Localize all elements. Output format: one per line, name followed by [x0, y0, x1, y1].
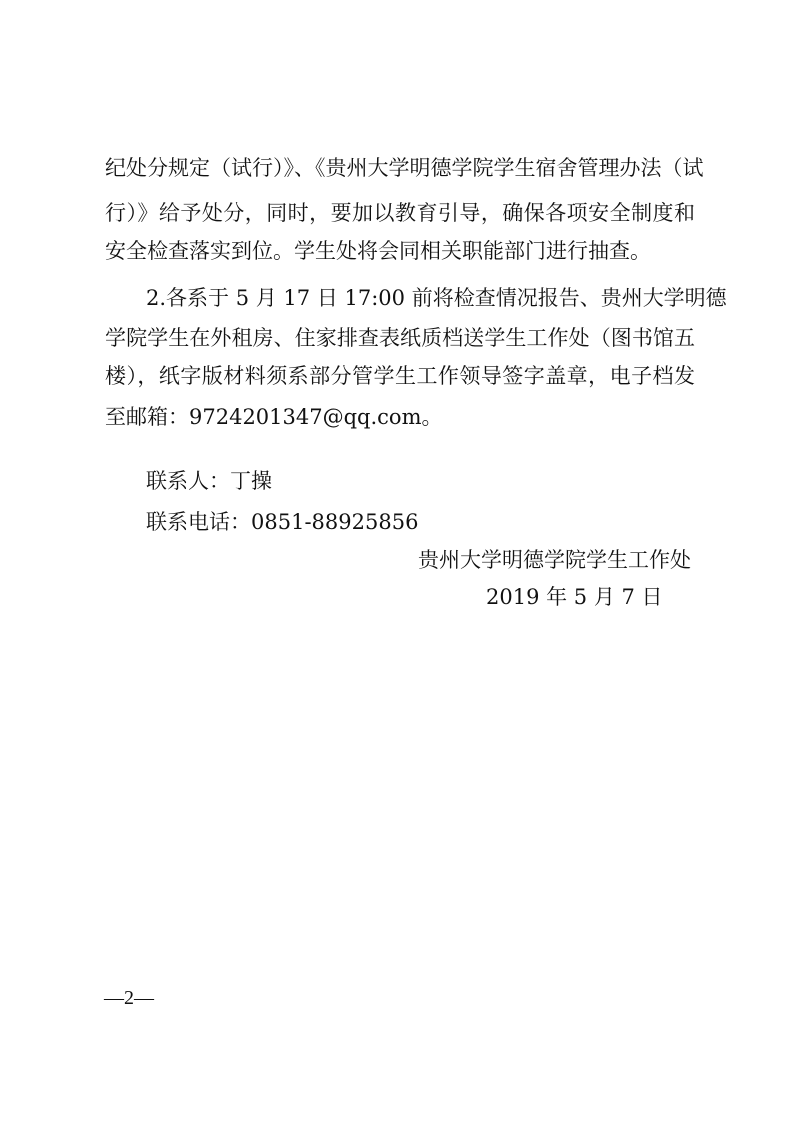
body-line-5: 学院学生在外租房、住家排查表纸质档送学生工作处（图书馆五	[105, 326, 695, 350]
issue-date: 2019 年 5 月 7 日	[486, 585, 663, 609]
page-number: —2—	[104, 987, 154, 1009]
contact-person: 联系人：丁操	[146, 469, 272, 493]
body-line-1: 纪处分规定（试行）》、《贵州大学明德学院学生宿舍管理办法（试	[105, 156, 704, 180]
body-line-7: 至邮箱：9724201347@qq.com。	[105, 405, 443, 429]
body-line-6: 楼），纸字版材料须系部分管学生工作领导签字盖章，电子档发	[105, 364, 695, 388]
body-line-3: 安全检查落实到位。学生处将会同相关职能部门进行抽查。	[105, 239, 651, 263]
body-line-2: 行）》给予处分，同时，要加以教育引导，确保各项安全制度和	[105, 201, 695, 225]
contact-phone: 联系电话：0851-88925856	[146, 510, 419, 534]
body-line-4: 2.各系于 5 月 17 日 17:00 前将检查情况报告、贵州大学明德	[146, 286, 727, 310]
issuing-organization: 贵州大学明德学院学生工作处	[418, 548, 691, 572]
